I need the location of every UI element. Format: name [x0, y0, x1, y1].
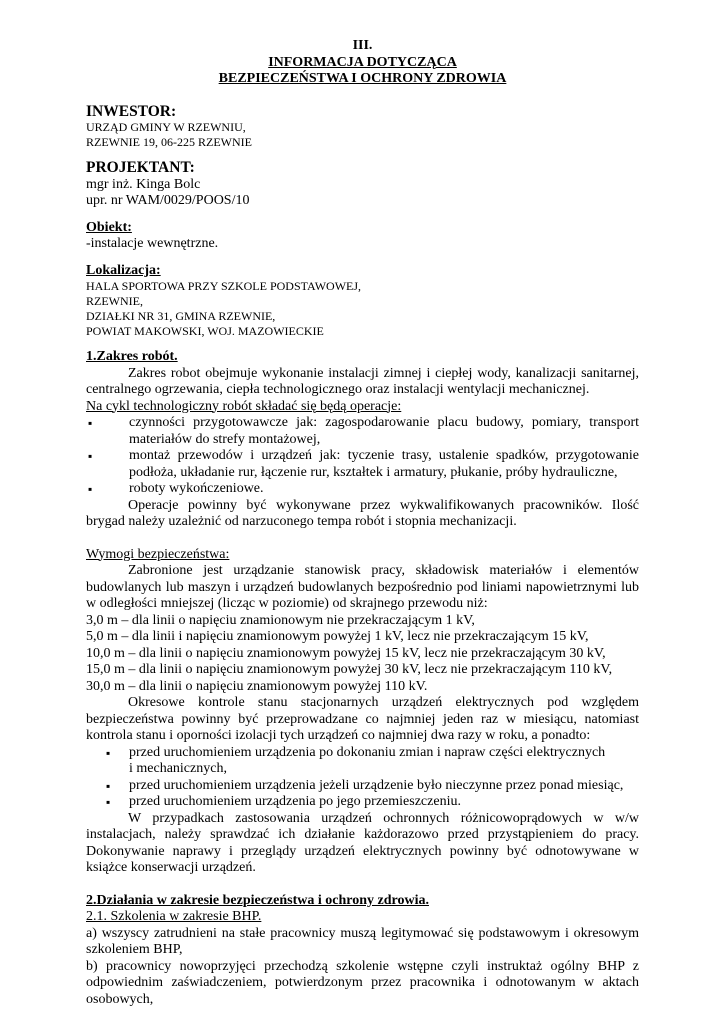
distance-line: 5,0 m – dla linii i napięciu znamionowym powyżej 1 kV, lecz nie przekraczającym 15 kV, [86, 629, 589, 644]
scope-title: 1.Zakres robót. [86, 349, 178, 364]
investor-section [86, 104, 639, 151]
designer-title: PROJEKTANT: [86, 159, 195, 176]
safety-paragraph: Zabronione jest urządzanie stanowisk pracy, składowisk materiałów i elementów budowlanych lub maszyn i urządzeń budowlanych bezpośrednio pod liniami napowietrznymi lub w odległości mniejszej (licząc w poziomie) od skrajnego przewodu niż: [86, 563, 639, 611]
location-line: POWIAT MAKOWSKI, WOJ. MAZOWIECKIE [86, 324, 324, 338]
safety-title: Wymogi bezpieczeństwa: [86, 546, 230, 562]
location-title: Lokalizacja: [86, 262, 161, 278]
safety-section [86, 547, 639, 877]
distance-line: 3,0 m – dla linii o napięciu znamionowym nie przekraczającym 1 kV, [86, 612, 475, 628]
document-title-line2: BEZPIECZEŃSTWA I OCHRONY ZDROWIA [218, 71, 507, 86]
object-section [86, 220, 639, 253]
object-value: -instalacje wewnętrzne. [86, 236, 219, 251]
list-item: a) wszyscy zatrudnieni na stałe pracownicy muszą legitymować się podstawowym i okresowym szkoleniem BHP, [86, 925, 639, 957]
chapter-number: III. [352, 38, 373, 53]
location-line: HALA SPORTOWA PRZY SZKOLE PODSTAWOWEJ, [86, 279, 362, 293]
document-page [86, 38, 639, 1008]
scope-paragraph: Zakres robot obejmuje wykonanie instalacji zimnej i ciepłej wody, kanalizacji sanitarnej, centralnego ogrzewania, ciepła technologicznego oraz instalacji wentylacji mechanicznej. [86, 365, 639, 397]
investor-line: URZĄD GMINY W RZEWNIU, [86, 120, 246, 134]
actions-title: 2.Działania w zakresie bezpieczeństwa i ochrony zdrowia. [86, 892, 429, 908]
scope-section [86, 349, 639, 531]
location-line: DZIAŁKI NR 31, GMINA RZEWNIE, [86, 309, 276, 323]
list-item: ▪ roboty wykończeniowe. [86, 481, 639, 498]
designer-name: mgr inż. Kinga Bolc [86, 176, 201, 192]
technological-cycle-heading: Na cykl technologiczny robót składać się będą operacje: [86, 398, 402, 414]
list-item: ▪ przed uruchomieniem urządzenia jeżeli urządzenie było nieczynne przez ponad miesiąc, [86, 778, 639, 795]
safety-paragraph: Okresowe kontrole stanu stacjonarnych urządzeń elektrycznych pod względem bezpieczeństwa powinny być przeprowadzane co najmniej jeden raz w miesiącu, natomiast kontrola stanu i oporności izolacji tych urządzeń co najmniej dwa razy w roku, a ponadto: [86, 695, 639, 743]
list-item: ▪ montaż przewodów i urządzeń jak: tyczenie trasy, ustalenie spadków, przygotowanie podłoża, układanie rur, łączenie rur, kształtek i armatury, płukanie, próby hydrauliczne, [86, 448, 639, 481]
location-line: RZEWNIE, [86, 294, 143, 308]
list-item: ▪ czynności przygotowawcze jak: zagospodarowanie placu budowy, pomiary, transport materiałów do strefy montażowej, [86, 415, 639, 448]
document-title-line1: INFORMACJA DOTYCZĄCA [268, 54, 457, 70]
investor-line: RZEWNIE 19, 06-225 RZEWNIE [86, 135, 252, 149]
designer-section [86, 160, 639, 210]
actions-subtitle: 2.1. Szkolenia w zakresie BHP. [86, 909, 262, 924]
investor-title: INWESTOR: [86, 102, 177, 120]
list-item-continuation: i mechanicznych, [129, 761, 227, 776]
safety-paragraph: W przypadkach zastosowania urządzeń ochronnych różnicowoprądowych w w/w instalacjach, należy sprawdzać ich działanie każdorazowo przed przystąpieniem do pracy. Dokonywanie naprawy i przeglądy urządzeń elektrycznych powinny być odnotowywane w książce konserwacji urządzeń. [86, 810, 639, 875]
list-item: b) pracownicy nowoprzyjęci przechodzą szkolenie wstępne czyli instruktaż ogólny BHP z odpowiednim zaświadczeniem, potwierdzonym przez pracownika i odnotowanym w aktach osobowych, [86, 958, 639, 1007]
list-item: ▪ przed uruchomieniem urządzenia po dokonaniu zmian i napraw części elektrycznych [86, 745, 639, 762]
actions-section [86, 893, 639, 1009]
location-section [86, 263, 639, 340]
distance-line: 15,0 m – dla linii o napięciu znamionowym powyżej 30 kV, lecz nie przekraczającym 110 kV, [86, 662, 613, 677]
document-header [86, 38, 639, 88]
designer-license: upr. nr WAM/0029/POOS/10 [86, 193, 250, 208]
distance-line: 10,0 m – dla linii o napięciu znamionowym powyżej 15 kV, lecz nie przekraczającym 30 kV, [86, 645, 606, 661]
list-item: ▪ przed uruchomieniem urządzenia po jego przemieszczeniu. [86, 794, 639, 811]
object-title: Obiekt: [86, 219, 132, 235]
distance-line: 30,0 m – dla linii o napięciu znamionowym powyżej 110 kV. [86, 678, 428, 694]
scope-paragraph: Operacje powinny być wykonywane przez wykwalifikowanych pracowników. Ilość brygad należy uzależnić od narzuconego tempa robót i stopnia mechanizacji. [86, 497, 639, 529]
